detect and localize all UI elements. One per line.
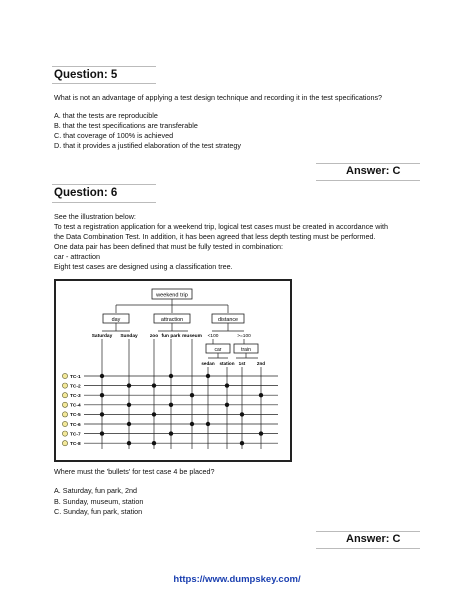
bullet: [240, 441, 244, 445]
bullet: [259, 393, 263, 397]
q6-bottom-rule: [52, 202, 156, 203]
bullet: [225, 403, 229, 407]
bullet: [169, 374, 173, 378]
category-day-label: day: [111, 317, 121, 323]
bullet: [169, 403, 173, 407]
bullet: [127, 403, 131, 407]
bullet: [100, 393, 104, 397]
classification-tree-svg: [56, 281, 290, 460]
q6-line-2: To test a registration application for a weekend trip, logical test cases must be created in accordance with: [54, 222, 388, 231]
test-case-marker: [62, 393, 67, 398]
class-museum: museum: [182, 334, 202, 339]
q6-prompt: Where must the 'bullets' for test case 4 be placed?: [54, 467, 215, 476]
class-sedan: sedan: [201, 361, 215, 366]
q6-answer-bottom-rule: [316, 548, 420, 549]
class-zoo: zoo: [149, 334, 159, 339]
q6-answer-top-rule: [316, 531, 420, 532]
category-distance-label: distance: [217, 317, 239, 323]
bullet: [225, 383, 229, 387]
q6-top-rule: [52, 184, 156, 185]
bullet: [240, 412, 244, 416]
subcategory-car-label: car: [214, 347, 222, 353]
bullet: [127, 441, 131, 445]
bullet: [152, 412, 156, 416]
q5-answer-top-rule: [316, 163, 420, 164]
q6-line-3: the Data Combination Test. In addition, it has been agreed that less depth testing must be performed.: [54, 232, 376, 241]
test-case-marker: [62, 412, 67, 417]
q6-line-6: Eight test cases are designed using a classification tree.: [54, 262, 233, 271]
class-ge100: >=100: [237, 334, 251, 339]
test-case-label: TC-8: [70, 442, 81, 447]
q6-option-b: B. Sunday, museum, station: [54, 497, 144, 506]
q5-heading: Question: 5: [54, 69, 118, 81]
class-2nd: 2nd: [256, 361, 266, 366]
bullet: [127, 422, 131, 426]
test-case-marker: [62, 441, 67, 446]
q5-option-a: A. that the tests are reproducible: [54, 111, 158, 120]
bullet: [127, 383, 131, 387]
q6-option-a: A. Saturday, fun park, 2nd: [54, 486, 137, 495]
test-case-label: TC-5: [70, 413, 81, 419]
class-lt100: <100: [207, 334, 219, 339]
test-case-marker: [62, 373, 67, 378]
q5-top-rule: [52, 66, 156, 67]
class-sunday: Sunday: [120, 334, 138, 339]
class-fun-park: fun park: [161, 334, 181, 339]
test-case-label: TC-6: [70, 422, 81, 428]
bullet: [100, 412, 104, 416]
q5-option-b: B. that the test specifications are transferable: [54, 121, 198, 130]
class-1st: 1st: [238, 361, 246, 366]
test-case-marker: [62, 421, 67, 426]
q6-line-4: One data pair has been defined that must be fully tested in combination:: [54, 242, 283, 251]
test-case-marker: [62, 383, 67, 388]
category-attraction-label: attraction: [160, 317, 184, 323]
test-case-label: TC-3: [70, 394, 81, 399]
bullet: [206, 422, 210, 426]
bullet: [169, 431, 173, 435]
bullet: [100, 374, 104, 378]
q5-option-d: D. that it provides a justified elaboration of the test strategy: [54, 141, 241, 150]
test-case-label: TC-4: [70, 403, 81, 409]
test-case-label: TC-2: [70, 384, 81, 390]
q5-answer-bottom-rule: [316, 180, 420, 181]
bullet: [206, 374, 210, 378]
test-case-label: TC-7: [70, 432, 81, 438]
q5-option-c: C. that coverage of 100% is achieved: [54, 131, 174, 140]
class-station: station: [219, 361, 235, 366]
classification-tree-figure: [54, 279, 292, 462]
q5-bottom-rule: [52, 83, 156, 84]
q6-line-1: See the illustration below:: [54, 212, 136, 221]
test-case-marker: [62, 402, 67, 407]
bullet: [190, 393, 194, 397]
bullet: [152, 441, 156, 445]
footer-url[interactable]: https://www.dumpskey.com/: [173, 574, 301, 585]
q5-answer: Answer: C: [346, 165, 401, 177]
bullet: [259, 431, 263, 435]
q6-answer: Answer: C: [346, 533, 401, 545]
bullet: [190, 422, 194, 426]
q6-heading: Question: 6: [54, 187, 118, 199]
subcategory-train-label: train: [241, 347, 251, 353]
test-case-marker: [62, 431, 67, 436]
bullet: [100, 431, 104, 435]
bullet: [152, 383, 156, 387]
q6-line-5: car - attraction: [54, 252, 100, 261]
q6-option-c: C. Sunday, fun park, station: [54, 507, 143, 516]
q5-question: What is not an advantage of applying a test design technique and recording it in the test specifications?: [54, 93, 383, 102]
root-node-label: weekend trip: [156, 292, 188, 299]
test-case-label: TC-1: [70, 374, 81, 380]
class-saturday: Saturday: [91, 334, 113, 339]
